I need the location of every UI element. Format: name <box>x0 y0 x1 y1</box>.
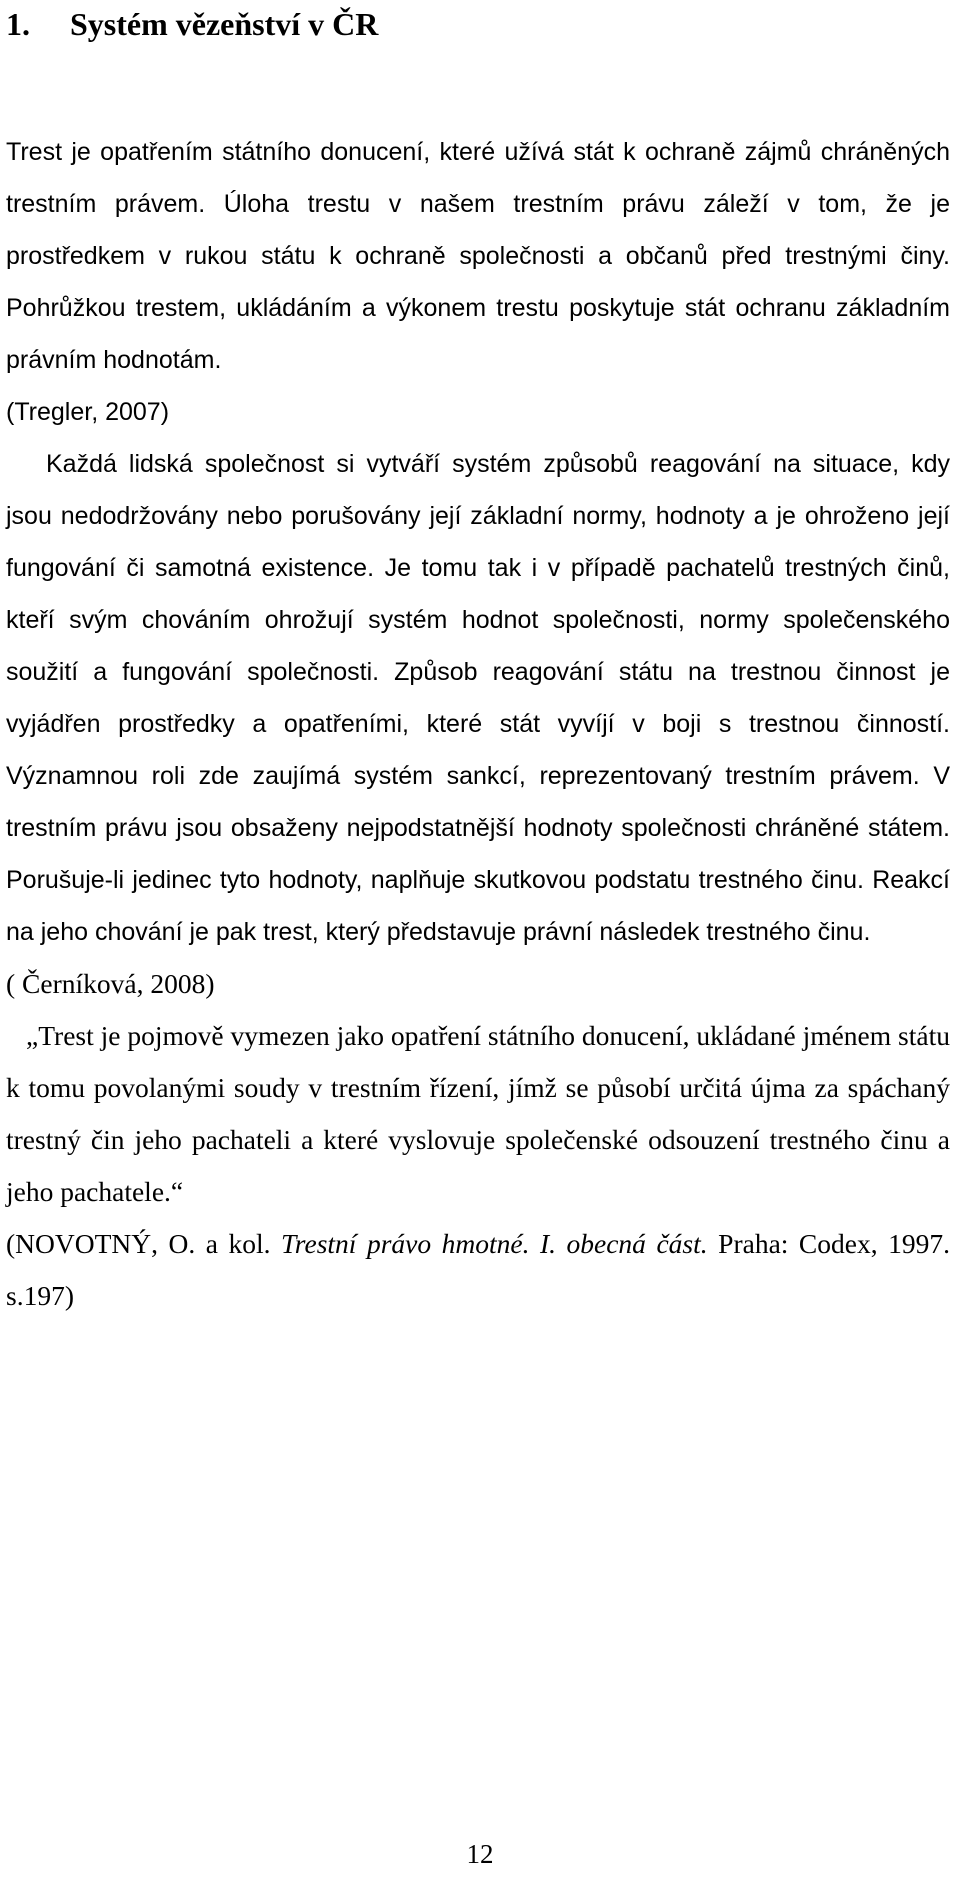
section-title: Systém vězeňství v ČR <box>70 6 379 42</box>
citation-novotny-title: Trestní právo hmotné. I. obecná část. <box>281 1228 708 1259</box>
citation-tregler: (Tregler, 2007) <box>6 398 170 426</box>
paragraph-trest-definition: Trest je opatřením státního donucení, které užívá stát k ochraně zájmů chráněných trestním právem. Úloha trestu v našem trestním právu záleží v tom, že je prostředkem v rukou státu k ochraně společnosti a občanů před trestnými činy. Pohrůžkou trestem, ukládáním a výkonem trestu poskytuje stát ochranu základním právním hodnotám. <box>6 138 950 374</box>
quote-trest-definition: „Trest je pojmově vymezen jako opatření státního donucení, ukládané jménem státu k tomu povolanými soudy v trestním řízení, jímž se působí určitá újma za spáchaný trestný čin jeho pachateli a které vyslovuje společenské odsouzení trestného činu a jeho pachatele.“ <box>6 1020 950 1207</box>
citation-cernikova: ( Černíková, 2008) <box>6 968 215 999</box>
paragraph-society-reaction: Každá lidská společnost si vytváří systém způsobů reagování na situace, kdy jsou nedodržovány nebo porušovány její základní normy, hodnoty a je ohroženo její fungování či samotná existence. Je tomu tak i v případě pachatelů trestných činů, kteří svým chováním ohrožují systém hodnot společnosti, normy společenského soužití a fungování společnosti. Způsob reagování státu na trestnou činnost je vyjádřen prostředky a opatřeními, které stát vyvíjí v boji s trestnou činností. Významnou roli zde zaujímá systém sankcí, reprezentovaný trestním právem. V trestním právu jsou obsaženy nejpodstatnější hodnoty společnosti chráněné státem. Porušuje-li jedinec tyto hodnoty, naplňuje skutkovou podstatu trestného činu. Reakcí na jeho chování je pak trest, který představuje právní následek trestného činu. <box>6 450 950 946</box>
citation-novotny-prefix: (NOVOTNÝ, O. a kol. <box>6 1228 282 1259</box>
document-body <box>6 126 950 1322</box>
citation-novotny-suffix: Praha: Codex, 1997. s.197) <box>6 1228 950 1311</box>
section-heading <box>6 2 378 46</box>
section-number: 1. <box>6 6 30 42</box>
page-number: 12 <box>466 1839 494 1869</box>
citation-novotny <box>6 1218 950 1322</box>
